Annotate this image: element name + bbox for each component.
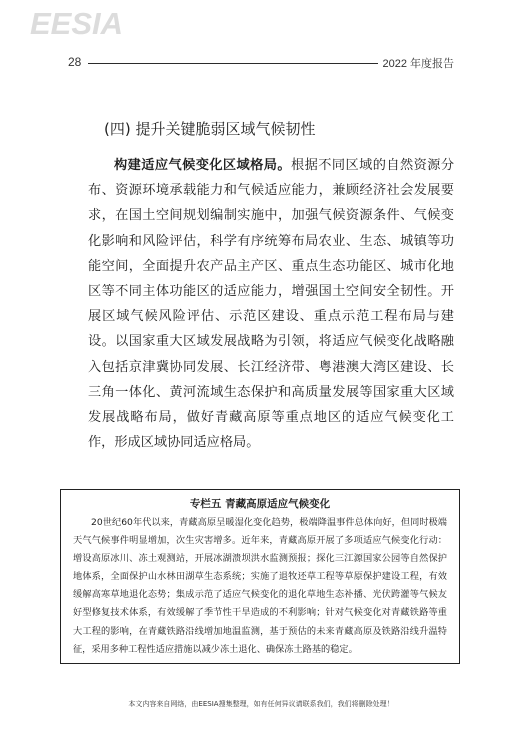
page-number: 28 [68,55,82,69]
section-heading: (四) 提升关键脆弱区域气候韧性 [104,120,316,138]
header-divider [88,63,378,64]
body-paragraph [88,153,454,455]
paragraph-lead: 构建适应气候变化区域格局。 [114,158,292,173]
footer-note: 本文内容来自网络，由EESIA搜集整理，如有任何异议请联系我们，我们将删除处理！ [128,700,394,708]
report-title: 2022 年度报告 [382,58,454,70]
sidebar-box [60,489,460,664]
sidebar-title: 专栏五 青藏高原适应气候变化 [189,498,331,510]
eesia-logo: EESIA [30,6,124,41]
paragraph-text: 根据不同区域的自然资源分布、资源环境承载能力和气候适应能力，兼顾经济社会发展要求，在国土空间规划编制实施中，加强气候资源条件、气候变化影响和风险评估，科学有序统筹布局农业、生态、城镇等功能空间，全面提升农产品主产区、重点生态功能区、城市化地区等不同主体功能区的适应能力，增强国土空间安全韧性。开展区域气候风险评估、示范区建设、重点示范工程布局与建设。以国家重大区域发展战略为引领，将适应气候变化战略融入包括京津冀协同发展、长江经济带、粤港澳大湾区建设、长三角一体化、黄河流域生态保护和高质量发展等国家重大区域发展战略布局，做好青藏高原等重点地区的适应气候变化工作，形成区域协同适应格局。 [88,158,455,451]
sidebar-text: 20世纪60年代以来，青藏高原呈暖湿化变化趋势，极端降温事件总体向好，但同时极端天气气候事件明显增加，次生灾害增多。近年来，青藏高原开展了多项适应气候变化行动：增设高原冰川、冻土观测站，开展冰湖溃坝洪水监测预报；探化三江源国家公园等自然保护地体系，全面保护山水林田湖草生态系统；实施了退牧还草工程等草原保护建设工程，有效缓解高寒草地退化态势；集成示范了适应气候变化的退化草地生态补播、光伏跨灌等气候友好型修复技术体系，有效缓解了季节性干旱造成的不利影响；针对气候变化对青藏铁路等重大工程的影响，在青藏铁路沿线增加地温监测，基于预估的未来青藏高原及铁路沿线升温特征，采用多种工程性适应措施以减少冻土退化、确保冻土路基的稳定。 [73,517,447,655]
page-header [68,55,454,73]
